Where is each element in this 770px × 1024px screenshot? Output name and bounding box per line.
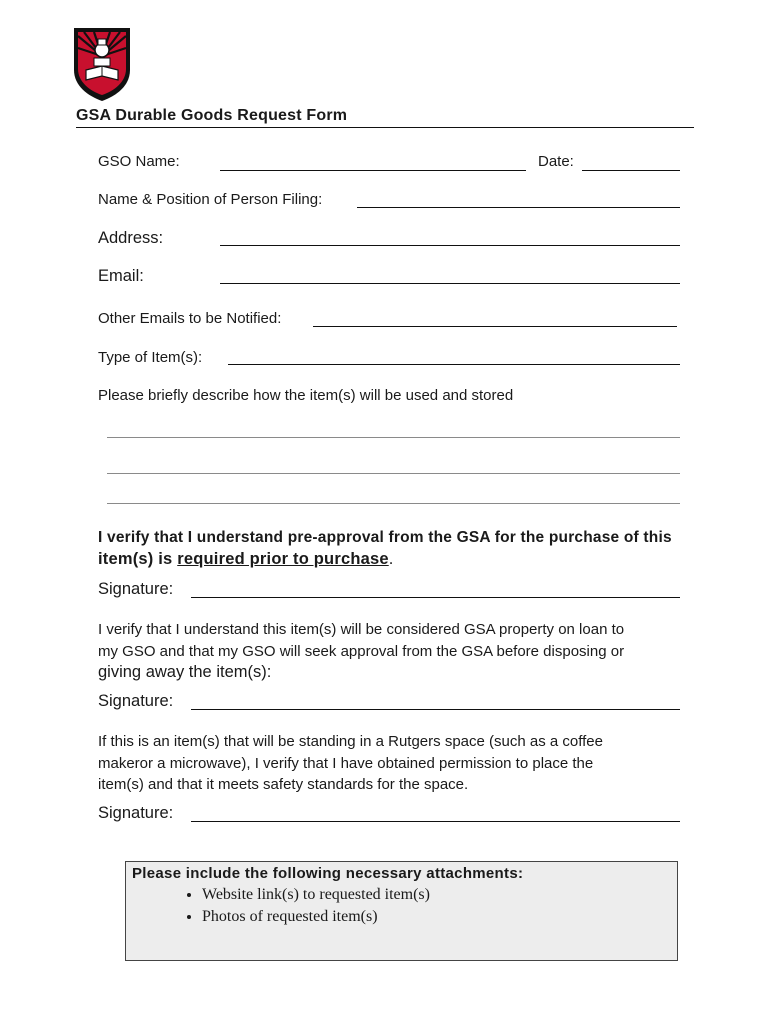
signature-1-field[interactable]: [191, 597, 680, 598]
rutgers-crest-logo: [72, 26, 132, 102]
other-emails-label: Other Emails to be Notified:: [98, 310, 282, 327]
required-emphasis: required prior to purchase: [177, 550, 389, 568]
attachments-title: Please include the following necessary attachments:: [132, 865, 524, 882]
title-divider: [76, 127, 694, 128]
description-line-2[interactable]: [107, 473, 680, 474]
address-field[interactable]: [220, 245, 680, 246]
signature-1-label: Signature:: [98, 580, 174, 598]
email-label: Email:: [98, 267, 144, 285]
signature-2-label: Signature:: [98, 692, 174, 710]
date-label: Date:: [538, 153, 574, 170]
gso-name-label: GSO Name:: [98, 153, 180, 170]
signature-3-label: Signature:: [98, 804, 174, 822]
verification-2-text: I verify that I understand this item(s) will be considered GSA property on loan to my GSO and that my GSO will seek approval from the GSA before disposing or giving away the item(s):: [98, 621, 625, 681]
other-emails-field[interactable]: [313, 326, 677, 327]
name-position-field[interactable]: [357, 207, 680, 208]
description-line-1[interactable]: [107, 437, 680, 438]
verification-1-line-1: I verify that I understand pre-approval from the GSA for the purchase of this: [98, 529, 672, 546]
verification-1-line-2: item(s) is required prior to purchase.: [98, 550, 394, 568]
gso-name-field[interactable]: [220, 170, 526, 171]
form-title: GSA Durable Goods Request Form: [76, 107, 348, 124]
describe-prompt: Please briefly describe how the item(s) will be used and stored: [98, 387, 514, 404]
email-field[interactable]: [220, 283, 680, 284]
signature-3-field[interactable]: [191, 821, 680, 822]
attachment-item: • Photos of requested item(s): [202, 906, 432, 928]
description-line-3[interactable]: [107, 503, 680, 504]
item-type-label: Type of Item(s):: [98, 349, 203, 366]
signature-2-field[interactable]: [191, 709, 680, 710]
verification-3-text: If this is an item(s) that will be standing in a Rutgers space (such as a coffee makeror a microwave), I verify that I have obtained permission to place the item(s) and that it meets safety standards for the space.: [98, 733, 603, 793]
address-label: Address:: [98, 229, 164, 247]
attachments-box: [125, 861, 678, 961]
name-position-label: Name & Position of Person Filing:: [98, 191, 323, 208]
item-type-field[interactable]: [228, 364, 680, 365]
attachment-item: • Website link(s) to requested item(s): [202, 884, 432, 906]
date-field[interactable]: [582, 170, 680, 171]
attachments-list: [180, 884, 432, 928]
